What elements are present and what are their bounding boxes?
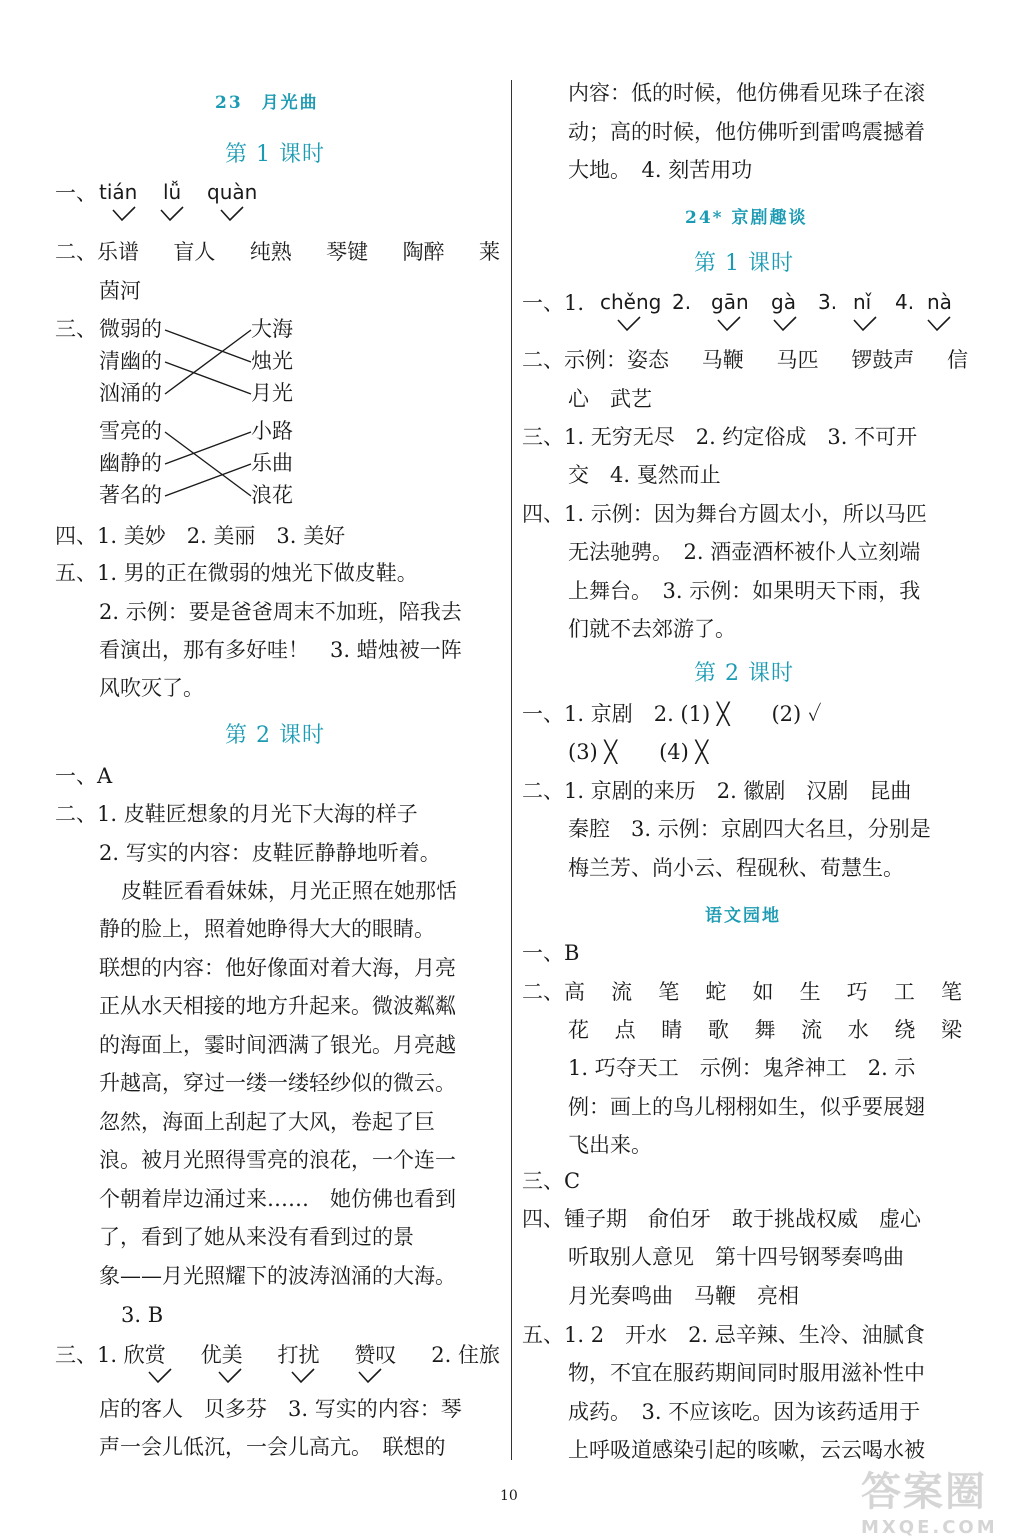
g2-line-4: 例：画上的鸟儿栩栩如生，似乎要展翅 (568, 1095, 925, 1119)
q5-line-3: 看演出，那有多好哇！ 3. 蜡烛被一阵 (99, 638, 462, 662)
g4-line-1: 四、锺子期 俞伯牙 敢于挑战权威 虚心 (522, 1207, 921, 1231)
p1-line: 一、A (55, 764, 113, 788)
r-q4-line-1: 四、1. 示例：因为舞台方圆太小，所以马匹 (522, 502, 927, 526)
check-icon (772, 316, 798, 332)
answer-char: 流 (801, 1018, 823, 1042)
lesson-23-title: 23 月光曲 (215, 93, 319, 113)
section-heading-4: 第 2 课时 (694, 661, 794, 686)
answer-char: 梁 (941, 1018, 962, 1042)
p2-line-7: 的海面上，霎时间洒满了银光。月亮越 (99, 1033, 456, 1057)
answer-char: 绕 (894, 1018, 916, 1042)
r-p2-line-2: 秦腔 3. 示例：京剧四大名旦，分别是 (568, 817, 931, 841)
p2-line-10: 浪。被月光照得雪亮的浪花，一个连一 (99, 1148, 456, 1172)
answer-word: 马鞭 (701, 348, 744, 372)
q4-line: 四、1. 美妙 2. 美丽 3. 美好 (55, 524, 346, 548)
answer-char: 花 (568, 1018, 589, 1042)
q2-continuation: 茵河 (99, 279, 141, 303)
g2-line-2 (568, 1015, 962, 1045)
q-number: 4. (895, 290, 915, 314)
match-left-3: 汹涌的 (99, 381, 162, 405)
answer-word: 锣鼓声 (851, 348, 915, 372)
r-p1-line-2: (3) ╳ (4) ╳ (568, 740, 709, 764)
check-icon (217, 1368, 243, 1384)
match-left-5: 幽静的 (99, 451, 162, 475)
match-right-5: 乐曲 (251, 451, 293, 475)
pinyin-8: nà (927, 290, 952, 314)
p2-line-2: 2. 写实的内容：皮鞋匠静静地听着。 (99, 841, 441, 865)
q5-line-2: 2. 示例：要是爸爸周末不加班，陪我去 (99, 600, 462, 624)
q2-line (55, 237, 500, 267)
p2-line-1: 二、1. 皮鞋匠想象的月光下大海的样子 (55, 802, 418, 826)
q5-line-4: 风吹灭了。 (99, 676, 204, 700)
p2-line-14: 3. B (121, 1303, 164, 1327)
r0-line-2: 动；高的时候，他仿佛听到雷鸣震撼着 (568, 120, 925, 144)
answer-char: 如 (752, 980, 774, 1004)
check-icon (357, 1368, 383, 1384)
answer-word: 马匹 (776, 348, 819, 372)
p2-line-6: 正从水天相接的地方升起来。微波粼粼 (99, 994, 456, 1018)
answer-char: 工 (893, 980, 915, 1004)
pinyin-4: chěng (600, 290, 662, 314)
answer-char: 水 (847, 1018, 869, 1042)
g4-line-3: 月光奏鸣曲 马鞭 亮相 (568, 1284, 799, 1308)
p3-line-1 (55, 1340, 500, 1370)
watermark-logo (861, 1460, 1011, 1538)
check-icon (852, 316, 878, 332)
match-right-4: 小路 (251, 419, 293, 443)
r-p2-line-1: 二、1. 京剧的来历 2. 徽剧 汉剧 昆曲 (522, 779, 912, 803)
pinyin-5: gān (711, 290, 749, 314)
r0-line-1: 内容：低的时候，他仿佛看见珠子在滚 (568, 81, 925, 105)
check-icon (926, 316, 952, 332)
answer-word: 赞叹 (354, 1343, 397, 1367)
g4-line-2: 听取别人意见 第十四号钢琴奏鸣曲 (568, 1245, 904, 1269)
r-p1-line-1: 一、1. 京剧 2. (1) ╳ (2) ✓ (522, 702, 822, 726)
check-icon (159, 206, 185, 222)
matching-lines-1 (163, 314, 255, 410)
g5-line-4: 上呼吸道感染引起的咳嗽，云云喝水被 (568, 1438, 925, 1462)
g5-line-3: 成药。 3. 不应该吃。因为该药适用于 (568, 1400, 921, 1424)
answer-word: 盲人 (173, 240, 216, 264)
column-divider (511, 80, 512, 1460)
check-icon (147, 1368, 173, 1384)
section-heading-2: 第 2 课时 (225, 723, 325, 748)
p3-line-3: 声一会儿低沉，一会儿高亢。 联想的 (99, 1435, 446, 1459)
watermark-text: 答案圈 (861, 1469, 987, 1515)
page-number: 10 (500, 1488, 518, 1504)
p2-line-5: 联想的内容：他好像面对着大海，月亮 (99, 956, 456, 980)
q5-line-1: 五、1. 男的正在微弱的烛光下做皮鞋。 (55, 561, 418, 585)
match-right-3: 月光 (251, 381, 293, 405)
r-q3-line-1: 三、1. 无穷无尽 2. 约定俗成 3. 不可开 (522, 425, 918, 449)
p2-line-11: 个朝着岸边涌过来…… 她仿佛也看到 (99, 1187, 456, 1211)
garden-title: 语文园地 (705, 906, 781, 926)
match-left-6: 著名的 (99, 483, 162, 507)
check-icon (111, 206, 137, 222)
match-left-4: 雪亮的 (99, 419, 162, 443)
match-right-2: 烛光 (251, 349, 293, 373)
r-q2-line-2: 心 武艺 (568, 387, 652, 411)
p2-line-3: 皮鞋匠看看妹妹，月光正照在她那恬 (121, 879, 457, 903)
p2-line-9: 忽然，海面上刮起了大风，卷起了巨 (99, 1110, 435, 1134)
answer-word: 二、示例：姿态 (522, 348, 669, 372)
answer-word: 三、1. 欣赏 (55, 1343, 166, 1367)
g5-line-2: 物，不宜在服药期间同时服用滋补性中 (568, 1361, 925, 1385)
q3-label: 三、 (55, 317, 97, 341)
pinyin-7: nǐ (853, 290, 872, 314)
lesson-24-title: 24* 京剧趣谈 (685, 208, 808, 228)
check-icon (716, 316, 742, 332)
p2-line-8: 升越高，穿过一缕一缕轻纱似的微云。 (99, 1071, 456, 1095)
answer-char: 生 (799, 980, 821, 1004)
answer-char: 笔 (941, 980, 962, 1004)
q-number: 3. (818, 290, 838, 314)
q1-label: 一、 (55, 181, 97, 205)
r-q3-line-2: 交 4. 戛然而止 (568, 463, 721, 487)
p2-line-12: 了，看到了她从来没有看到过的景 (99, 1225, 414, 1249)
answer-char: 睛 (661, 1018, 683, 1042)
answer-char: 舞 (754, 1018, 776, 1042)
answer-char: 蛇 (705, 980, 727, 1004)
pinyin-2: lǚ (163, 180, 182, 204)
g2-line-3: 1. 巧夺天工 示例：鬼斧神工 2. 示 (568, 1056, 916, 1080)
check-icon (219, 206, 245, 222)
answer-word: 2. 住旅 (431, 1343, 500, 1367)
p2-line-4: 静的脸上，照着她睁得大大的眼睛。 (99, 917, 435, 941)
g2-line-1 (522, 977, 962, 1007)
check-icon (616, 316, 642, 332)
answer-word: 莱 (478, 240, 500, 264)
match-left-1: 微弱的 (99, 317, 162, 341)
answer-word: 信 (947, 348, 968, 372)
p2-line-13: 象——月光照耀下的波涛汹涌的大海。 (99, 1264, 456, 1288)
g3-line: 三、C (522, 1169, 581, 1193)
match-right-1: 大海 (251, 317, 293, 341)
answer-char: 流 (611, 980, 633, 1004)
r-q4-line-2: 无法驰骋。 2. 酒壶酒杯被仆人立刻端 (568, 540, 921, 564)
g5-line-1: 五、1. 2 开水 2. 忌辛辣、生冷、油腻食 (522, 1323, 925, 1347)
check-icon (290, 1368, 316, 1384)
pinyin-1: tián (99, 180, 138, 204)
section-heading-1: 第 1 课时 (225, 142, 325, 167)
p3-line-2: 店的客人 贝多芬 3. 写实的内容：琴 (99, 1397, 462, 1421)
r-q2-line-1 (522, 345, 968, 375)
r0-line-3: 大地。 4. 刻苦用功 (568, 158, 753, 182)
answer-char: 二、高 (522, 980, 585, 1004)
answer-word: 打扰 (277, 1343, 320, 1367)
match-left-2: 清幽的 (99, 349, 162, 373)
matching-lines-2 (163, 416, 255, 512)
g2-line-5: 飞出来。 (568, 1133, 652, 1157)
match-right-6: 浪花 (251, 483, 293, 507)
r-q4-line-4: 们就不去郊游了。 (568, 617, 736, 641)
answer-char: 点 (614, 1018, 636, 1042)
answer-char: 歌 (707, 1018, 729, 1042)
answer-word: 琴键 (326, 240, 369, 264)
r-p2-line-3: 梅兰芳、尚小云、程砚秋、荀慧生。 (568, 856, 904, 880)
r-q4-line-3: 上舞台。 3. 示例：如果明天下雨，我 (568, 579, 921, 603)
watermark-url: MXQE.COM (861, 1517, 998, 1538)
answer-word: 优美 (200, 1343, 243, 1367)
answer-char: 巧 (846, 980, 868, 1004)
section-heading-3: 第 1 课时 (694, 251, 794, 276)
answer-word: 二、乐谱 (55, 240, 139, 264)
pinyin-6: gà (771, 290, 796, 314)
pinyin-3: quàn (207, 180, 258, 204)
answer-word: 陶醉 (402, 240, 445, 264)
q-number: 2. (672, 290, 692, 314)
g1-line: 一、B (522, 941, 580, 965)
r-q1-prefix: 一、1. (522, 291, 585, 315)
answer-word: 纯熟 (249, 240, 292, 264)
answer-char: 笔 (658, 980, 680, 1004)
